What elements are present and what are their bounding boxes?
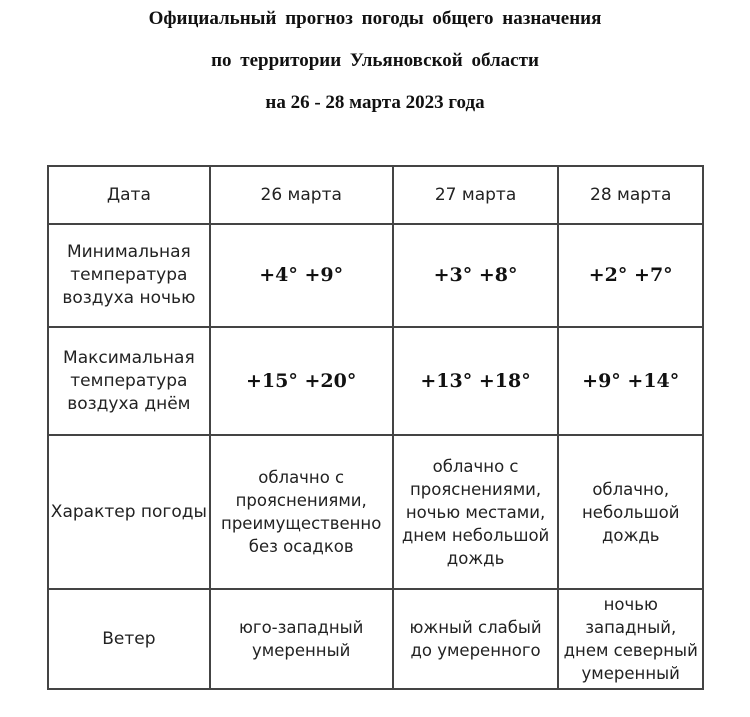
- document-title-line-3: на 26 - 28 марта 2023 года: [265, 92, 485, 113]
- weather-description: [558, 435, 703, 589]
- wind-line: умеренный: [581, 664, 680, 683]
- header-cell-date: 26 марта: [210, 166, 393, 224]
- weather-line: преимущественно: [221, 514, 382, 533]
- row-label-wind: [48, 589, 210, 689]
- weather-line: прояснениями,: [409, 479, 542, 499]
- wind-description: [558, 589, 703, 689]
- weather-line: дождь: [446, 548, 505, 568]
- max-temp-value: +9° +14°: [558, 327, 703, 435]
- row-label-line: температура: [70, 265, 188, 285]
- weather-line: днем небольшой: [401, 525, 550, 545]
- row-label-line: воздуха днём: [67, 393, 191, 414]
- table-row-min-temp: [48, 224, 703, 327]
- min-temp-value: +4° +9°: [210, 224, 393, 327]
- weather-description: [210, 435, 393, 589]
- wind-line: южный слабый: [409, 618, 542, 637]
- wind-line: западный,: [585, 618, 677, 637]
- table-row-max-temp: [48, 327, 703, 435]
- weather-line: облачно с: [258, 468, 345, 487]
- document-title-line-1: Официальный прогноз погоды общего назначения: [148, 8, 602, 29]
- table-row-weather: [48, 435, 703, 589]
- min-temp-value: +2° +7°: [558, 224, 703, 327]
- row-label-weather: [48, 435, 210, 589]
- weather-line: ночью местами,: [405, 502, 546, 522]
- weather-description: [393, 435, 559, 589]
- row-label-line: воздуха ночью: [62, 288, 196, 308]
- row-label-line: Ветер: [102, 628, 156, 649]
- wind-line: юго-западный: [239, 618, 364, 637]
- row-label-line: Минимальная: [66, 242, 191, 262]
- max-temp-value: +13° +18°: [393, 327, 559, 435]
- wind-description: [393, 589, 559, 689]
- row-label-line: Максимальная: [63, 347, 195, 368]
- row-label-line: Характер погоды: [50, 501, 207, 522]
- table-row-wind: [48, 589, 703, 689]
- document-title-line-2: по территории Ульяновской области: [211, 50, 539, 71]
- forecast-table: [47, 165, 704, 690]
- header-cell-date: 27 марта: [393, 166, 559, 224]
- weather-line: дождь: [601, 525, 660, 545]
- min-temp-value: +3° +8°: [393, 224, 559, 327]
- row-label-max-temp: [48, 327, 210, 435]
- weather-line: небольшой: [582, 502, 680, 522]
- row-label-line: температура: [70, 370, 188, 391]
- wind-line: днем северный: [563, 641, 698, 660]
- weather-line: облачно,: [592, 479, 670, 499]
- table-header-row: [48, 166, 703, 224]
- header-cell-date-label: Дата: [48, 166, 210, 224]
- header-cell-date: 28 марта: [558, 166, 703, 224]
- weather-line: облачно с: [432, 456, 519, 476]
- wind-line: ночью: [603, 595, 658, 614]
- wind-line: умеренный: [252, 641, 351, 660]
- wind-line: до умеренного: [410, 641, 541, 660]
- wind-description: [210, 589, 393, 689]
- weather-line: без осадков: [248, 537, 354, 556]
- row-label-min-temp: [48, 224, 210, 327]
- max-temp-value: +15° +20°: [210, 327, 393, 435]
- weather-line: прояснениями,: [235, 491, 367, 510]
